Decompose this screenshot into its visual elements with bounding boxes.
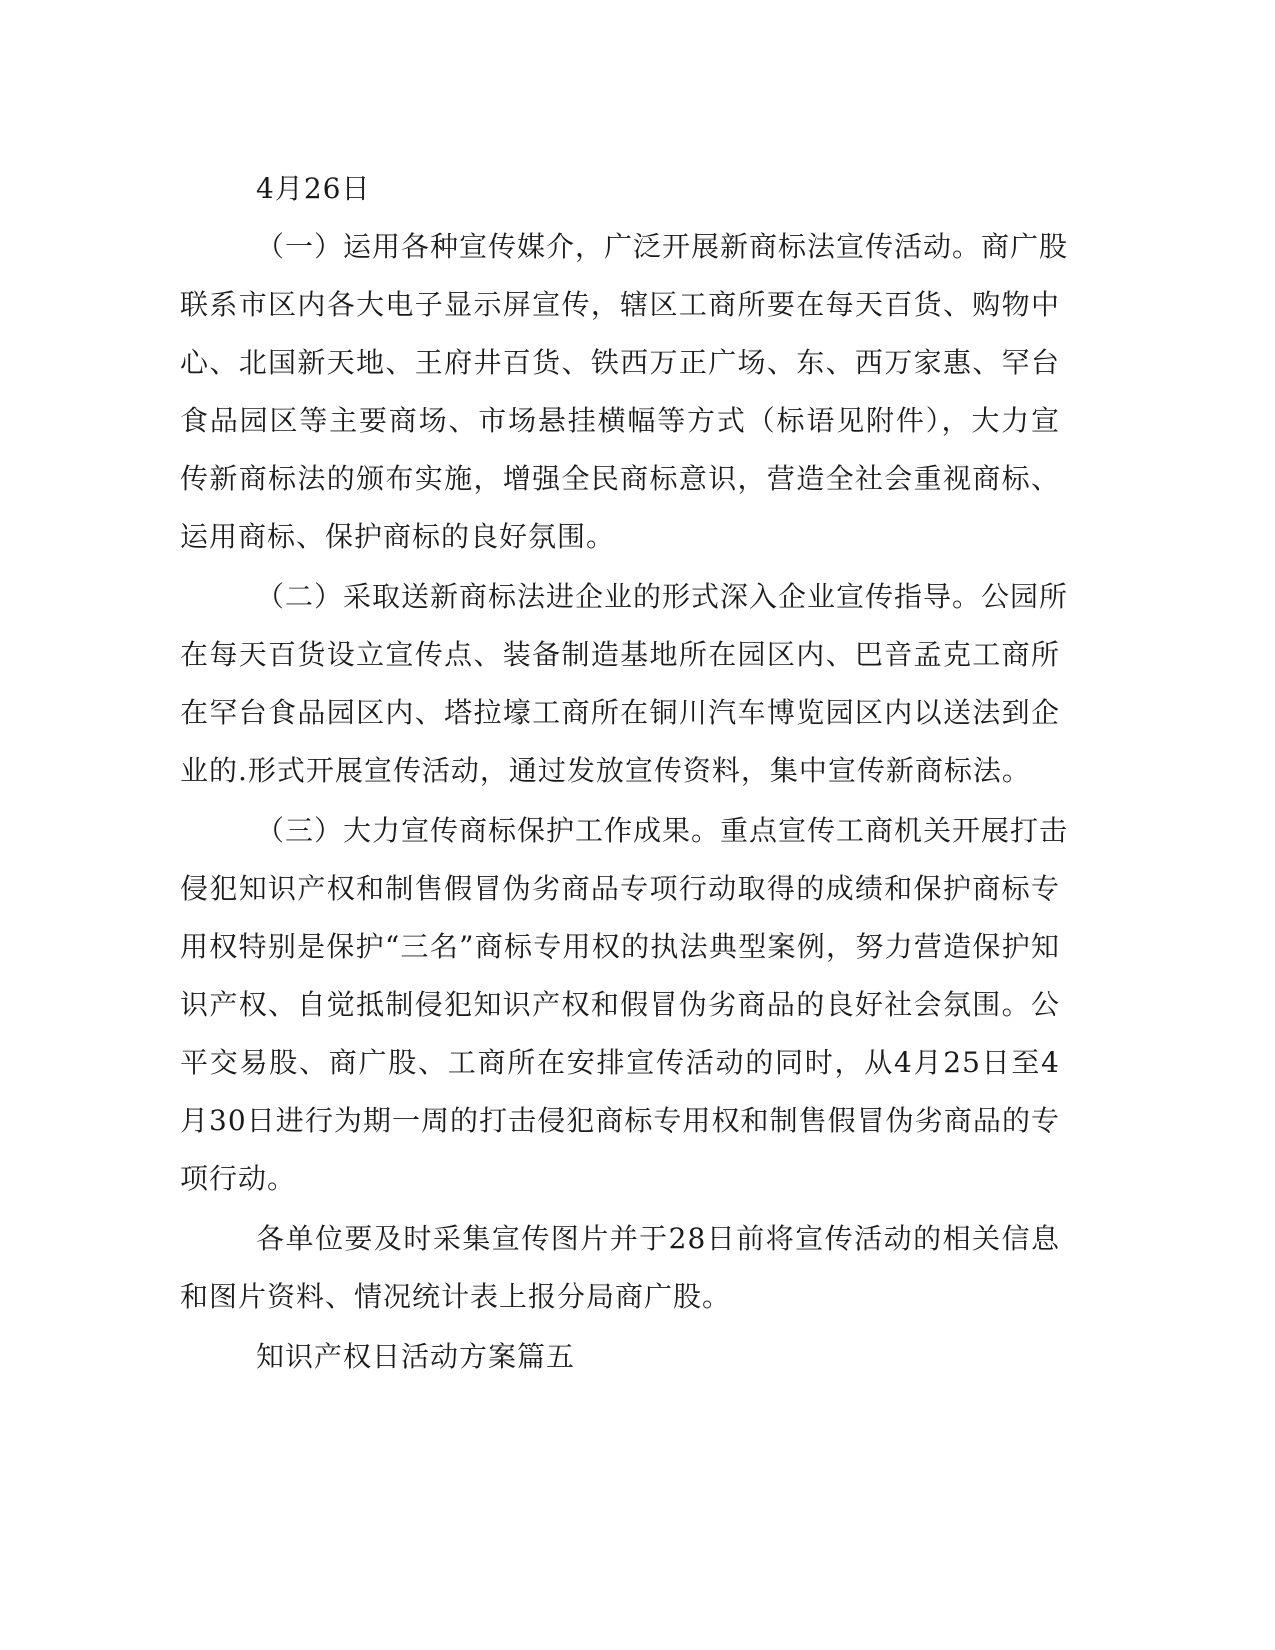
date-line: 4月26日 — [256, 172, 371, 205]
text-line: 平交易股、商广股、工商所在安排宣传活动的同时，从4月25日至4 — [180, 1046, 1060, 1079]
paragraph-2 — [180, 568, 1069, 800]
text-line: 在每天百货设立宣传点、装备制造基地所在园区内、巴音孟克工商所 — [180, 638, 1060, 671]
text-line: 联系市区内各大电子显示屏宣传，辖区工商所要在每天百货、购物中 — [180, 288, 1060, 321]
text-line: 侵犯知识产权和制售假冒伪劣商品专项行动取得的成绩和保护商标专 — [180, 872, 1060, 905]
document-body — [180, 160, 1069, 1386]
text-line: 运用商标、保护商标的良好氛围。 — [180, 520, 616, 553]
text-line: 在罕台食品园区内、塔拉壕工商所在铜川汽车博览园区内以送法到企 — [180, 696, 1060, 729]
text-line: 各单位要及时采集宣传图片并于28日前将宣传活动的相关信息 — [256, 1222, 1060, 1255]
text-line: 项行动。 — [180, 1162, 297, 1195]
text-line: （一）运用各种宣传媒介，广泛开展新商标法宣传活动。商广股 — [256, 230, 1069, 263]
text-line: 传新商标法的颁布实施，增强全民商标意识，营造全社会重视商标、 — [180, 462, 1060, 495]
paragraph-1 — [180, 218, 1069, 566]
text-line: 和图片资料、情况统计表上报分局商广股。 — [180, 1280, 732, 1313]
section-heading: 知识产权日活动方案篇五 — [256, 1340, 576, 1373]
text-line: 识产权、自觉抵制侵犯知识产权和假冒伪劣商品的良好社会氛围。公 — [180, 988, 1060, 1021]
text-line: 月30日进行为期一周的打击侵犯商标专用权和制售假冒伪劣商品的专 — [180, 1104, 1060, 1137]
text-line: 业的.形式开展宣传活动，通过发放宣传资料，集中宣传新商标法。 — [180, 754, 1031, 787]
text-line: 食品园区等主要商场、市场悬挂横幅等方式（标语见附件），大力宣 — [180, 404, 1060, 437]
text-line: （三）大力宣传商标保护工作成果。重点宣传工商机关开展打击 — [256, 814, 1069, 847]
paragraph-4 — [180, 1210, 1060, 1326]
text-line: （二）采取送新商标法进企业的形式深入企业宣传指导。公园所 — [256, 580, 1069, 613]
text-line: 心、北国新天地、王府井百货、铁西万正广场、东、西万家惠、罕台 — [180, 346, 1060, 379]
paragraph-3 — [180, 802, 1069, 1208]
text-line: 用权特别是保护“三名”商标专用权的执法典型案例，努力营造保护知 — [180, 930, 1060, 963]
